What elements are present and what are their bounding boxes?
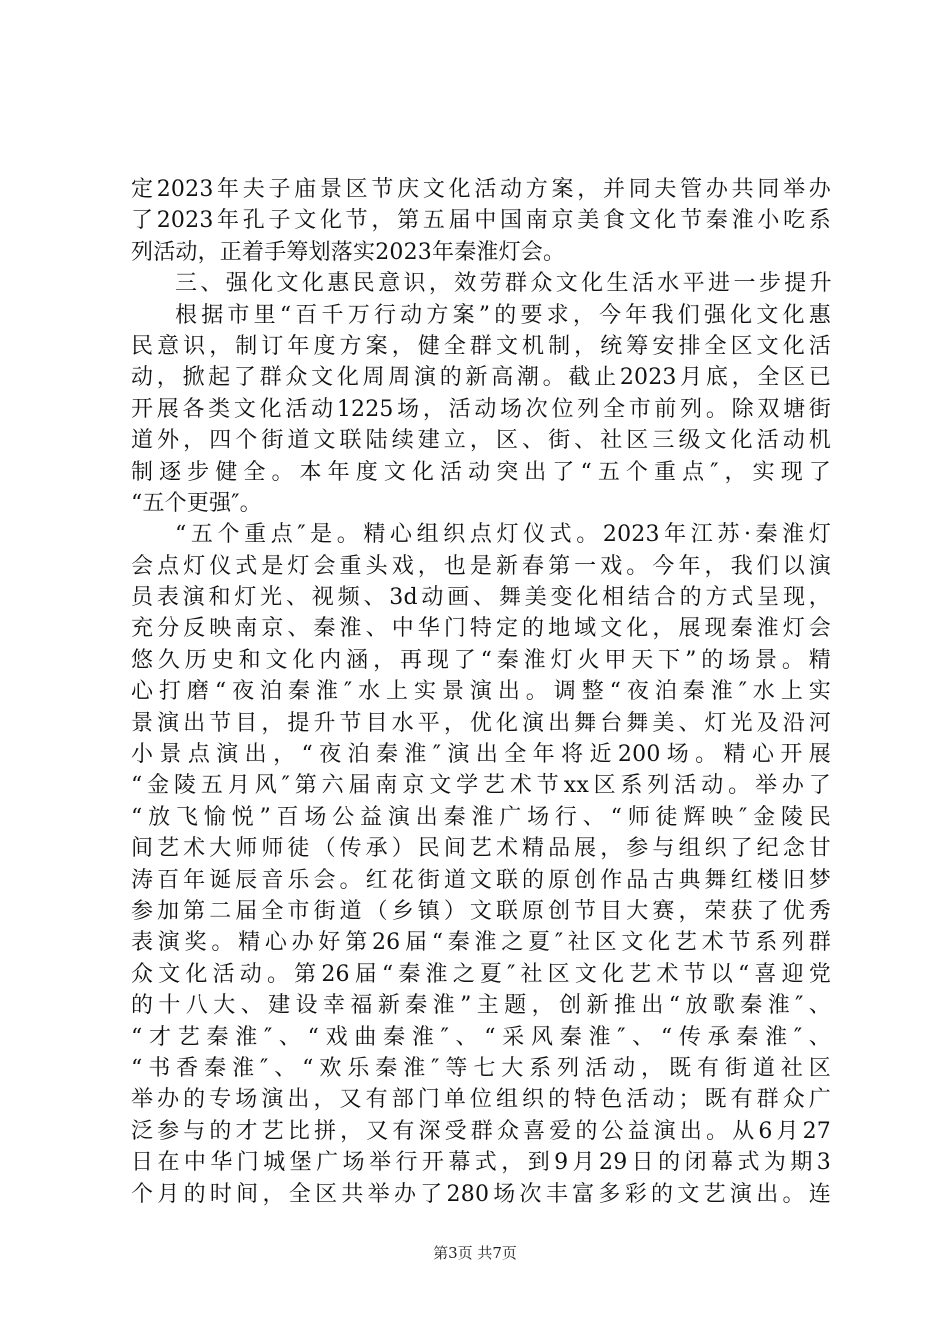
text-line: 根据市里“百千万行动方案”的要求，今年我们强化文化惠 (175, 302, 831, 328)
text-line: “才艺秦淮″、“戏曲秦淮″、“采风秦淮″、“传承秦淮″、 (131, 1024, 831, 1050)
text-line: 众文化活动。第26届“秦淮之夏″社区文化艺术节以“喜迎党 (131, 961, 831, 987)
text-line: 个月的时间，全区共举办了280场次丰富多彩的文艺演出。连 (131, 1181, 831, 1207)
document-body (131, 174, 831, 1210)
text-line: 举办的专场演出，又有部门单位组织的特色活动；既有群众广 (131, 1087, 831, 1113)
text-line: 间艺术大师师徒（传承）民间艺术精品展，参与组织了纪念甘 (131, 836, 831, 862)
text-line: 小景点演出，“夜泊秦淮″演出全年将近200场。精心开展 (131, 742, 831, 768)
text-line: 员表演和灯光、视频、3d动画、舞美变化相结合的方式呈现， (131, 585, 831, 611)
text-line: “放飞愉悦”百场公益演出秦淮广场行、“师徒辉映″金陵民 (131, 804, 831, 830)
text-line: 景演出节目，提升节目水平，优化演出舞台舞美、灯光及沿河 (131, 710, 831, 736)
text-line: 心打磨“夜泊秦淮″水上实景演出。调整“夜泊秦淮″水上实 (131, 679, 831, 705)
text-line: 日在中华门城堡广场举行开幕式，到9月29日的闭幕式为期3 (131, 1150, 831, 1176)
text-line: 涛百年诞辰音乐会。红花街道文联的原创作品古典舞红楼旧梦 (131, 867, 831, 893)
text-line: 开展各类文化活动1225场，活动场次位列全市前列。除双塘街 (131, 396, 831, 422)
text-line: “五个重点″是。精心组织点灯仪式。2023年江苏·秦淮灯 (175, 522, 831, 548)
text-line: 会点灯仪式是灯会重头戏，也是新春第一戏。今年，我们以演 (131, 553, 831, 579)
text-line: “书香秦淮″、“欢乐秦淮″等七大系列活动，既有街道社区 (131, 1055, 831, 1081)
text-line: “五个更强″。 (131, 490, 262, 516)
section-heading: 三、强化文化惠民意识，效劳群众文化生活水平进一步提升 (175, 271, 831, 297)
text-line: 了2023年孔子文化节，第五届中国南京美食文化节秦淮小吃系 (131, 208, 831, 234)
text-line: 制逐步健全。本年度文化活动突出了“五个重点″，实现了 (131, 459, 831, 485)
text-line: 民意识，制订年度方案，健全群文机制，统筹安排全区文化活 (131, 333, 831, 359)
text-line: 列活动，正着手筹划落实2023年秦淮灯会。 (131, 239, 566, 265)
text-line: “金陵五月风″第六届南京文学艺术节xx区系列活动。举办了 (131, 773, 831, 799)
text-line: 表演奖。精心办好第26届“秦淮之夏″社区文化艺术节系列群 (131, 930, 831, 956)
page-footer: 第3页 共7页 (433, 1244, 517, 1262)
text-line: 道外，四个街道文联陆续建立，区、街、社区三级文化活动机 (131, 428, 831, 454)
text-line: 的十八大、建设幸福新秦淮”主题，创新推出“放歌秦淮″、 (131, 993, 831, 1019)
text-line: 参加第二届全市街道（乡镇）文联原创节目大赛，荣获了优秀 (131, 898, 831, 924)
text-line: 定2023年夫子庙景区节庆文化活动方案，并同夫管办共同举办 (131, 177, 831, 202)
text-line: 充分反映南京、秦淮、中华门特定的地域文化，展现秦淮灯会 (131, 616, 831, 642)
text-line: 动，掀起了群众文化周周演的新高潮。截止2023月底，全区已 (131, 365, 831, 391)
text-line: 悠久历史和文化内涵，再现了“秦淮灯火甲天下”的场景。精 (131, 647, 831, 673)
text-line: 泛参与的才艺比拼，又有深受群众喜爱的公益演出。从6月27 (131, 1118, 831, 1144)
